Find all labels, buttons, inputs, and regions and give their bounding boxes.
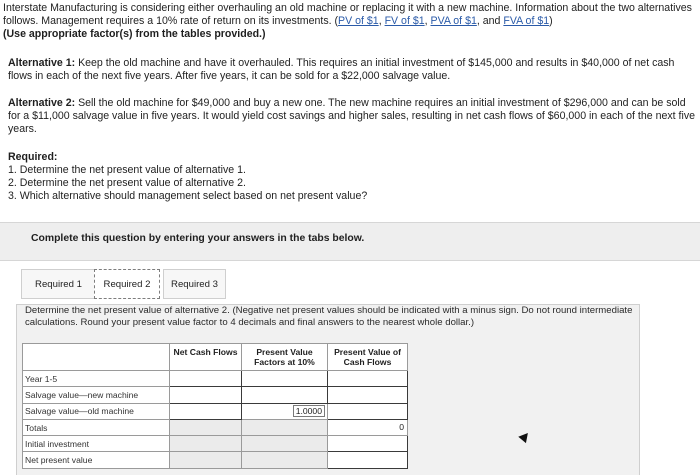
table-header xyxy=(23,344,408,371)
row-label: Initial investment xyxy=(23,436,170,452)
row-label: Year 1-5 xyxy=(23,371,170,387)
pv-cash-flow-input[interactable] xyxy=(328,387,408,403)
fva-link[interactable]: FVA of $1 xyxy=(503,15,550,27)
totals-value: 0 xyxy=(399,421,404,432)
pv-link[interactable]: PV of $1 xyxy=(338,15,379,27)
pv-cash-flow-input[interactable] xyxy=(328,403,408,419)
table-row xyxy=(23,371,408,387)
alt1-label: Alternative 1: xyxy=(8,57,76,69)
row-label: Salvage value—old machine xyxy=(23,403,170,419)
table-row xyxy=(23,436,408,452)
alt2-text: Sell the old machine for $49,000 and buy a new one. The new machine requires an initial investment of $296,000 and can be sold for a $11,000 salvage value in five years. It would yield cost savings and higher sales, resulting in net cash flows of $60,000 in each of the next five years. xyxy=(8,97,696,135)
sep: , xyxy=(424,15,431,27)
net-cash-flow-input[interactable] xyxy=(170,371,242,387)
blank-cell xyxy=(242,419,328,435)
table-row xyxy=(23,387,408,403)
alt2-label: Alternative 2: xyxy=(8,97,76,109)
row-label: Salvage value—new machine xyxy=(23,387,170,403)
alternative-1 xyxy=(8,57,698,83)
initial-investment-input[interactable] xyxy=(328,436,408,452)
sep: , and xyxy=(476,15,504,27)
pv-cash-flow-input[interactable] xyxy=(328,371,408,387)
blank-cell xyxy=(170,436,242,452)
required-title: Required: xyxy=(8,151,58,163)
blank-cell xyxy=(242,452,328,468)
pva-link[interactable]: PVA of $1 xyxy=(430,15,477,27)
factor-note: (Use appropriate factor(s) from the tables provided.) xyxy=(3,28,266,40)
header-pv-factors: Present Value Factors at 10% xyxy=(242,344,328,371)
header-blank xyxy=(23,344,170,371)
tab-required-2[interactable]: Required 2 xyxy=(94,269,160,299)
blank-cell xyxy=(170,419,242,435)
table-row xyxy=(23,419,408,435)
required-item: 3. Which alternative should management select based on net present value? xyxy=(8,190,368,202)
pv-factor-cell xyxy=(242,403,328,419)
header-pv-cash-flows: Present Value of Cash Flows xyxy=(328,344,408,371)
header-net-cash-flows: Net Cash Flows xyxy=(170,344,242,371)
pv-factor-input[interactable] xyxy=(242,387,328,403)
pv-factor-value: 1.0000 xyxy=(293,405,325,417)
alternative-2 xyxy=(8,97,698,136)
intro-text: Interstate Manufacturing is considering either overhauling an old machine or replacing it with a new machine. Information about the two alternatives follows. Management requires a 10% rate of return on its investments. ( xyxy=(3,2,692,27)
blank-cell xyxy=(242,436,328,452)
paren-close: ) xyxy=(549,15,553,27)
row-label: Net present value xyxy=(23,452,170,468)
tab-required-1[interactable]: Required 1 xyxy=(21,269,96,299)
question-intro xyxy=(3,2,695,41)
totals-value-cell xyxy=(328,419,408,435)
required-item: 2. Determine the net present value of alternative 2. xyxy=(8,177,246,189)
net-cash-flow-input[interactable] xyxy=(170,403,242,419)
blank-cell xyxy=(170,452,242,468)
npv-table xyxy=(22,343,408,469)
sep: , xyxy=(378,15,385,27)
table-row xyxy=(23,452,408,468)
panel-instruction: Determine the net present value of alternative 2. (Negative net present values should be indicated with a minus sign. Do not round intermediate calculations. Round your present value factor to 4 decimals and final answers to the nearest whole dollar.) xyxy=(25,305,633,328)
alt1-text: Keep the old machine and have it overhauled. This requires an initial investment of $145,000 and results in $40,000 of net cash flows in each of the next five years. After five years, it can be sold for a $22,000 salvage value. xyxy=(8,57,675,82)
required-section xyxy=(8,151,698,203)
table-row xyxy=(23,403,408,419)
row-label: Totals xyxy=(23,419,170,435)
tab-required-3[interactable]: Required 3 xyxy=(163,269,226,299)
npv-input[interactable] xyxy=(328,452,408,468)
instruction-text: Complete this question by entering your answers in the tabs below. xyxy=(31,233,365,244)
fv-link[interactable]: FV of $1 xyxy=(384,15,425,27)
required-item: 1. Determine the net present value of alternative 1. xyxy=(8,164,246,176)
pv-factor-input[interactable] xyxy=(242,371,328,387)
net-cash-flow-input[interactable] xyxy=(170,387,242,403)
